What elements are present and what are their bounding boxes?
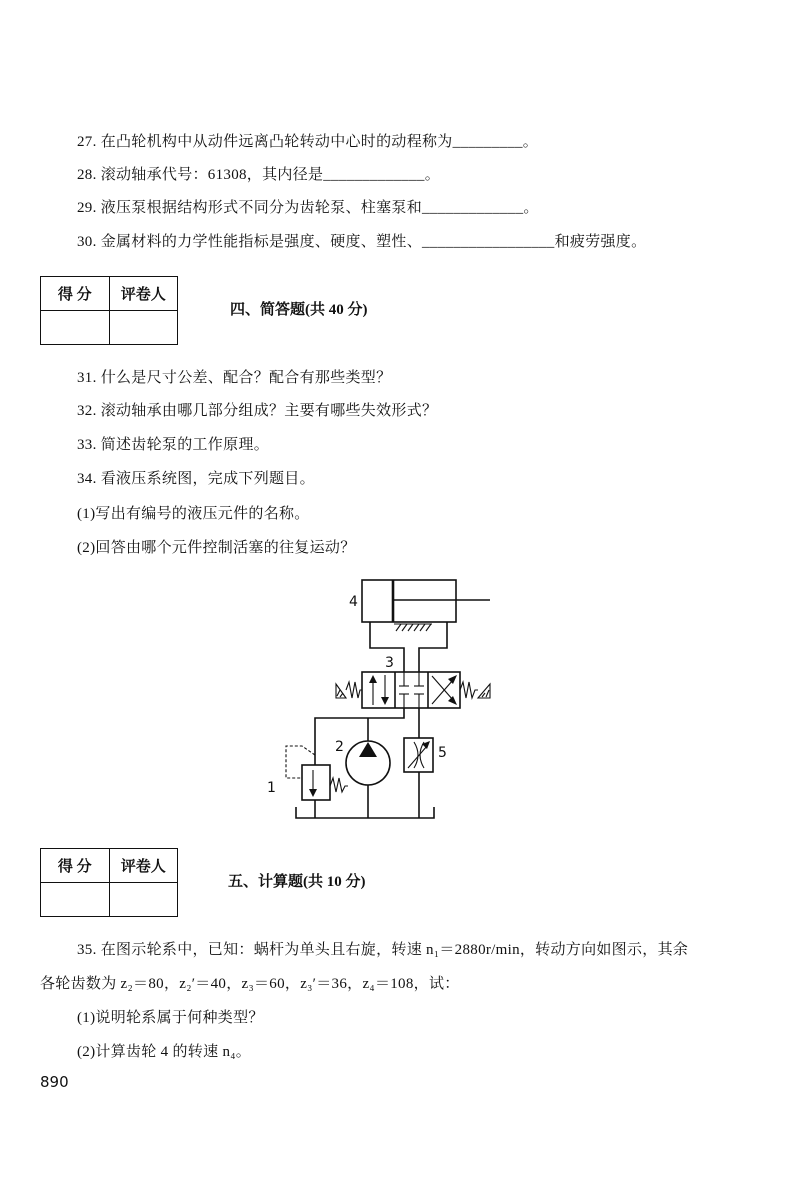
section-5-title: 五、计算题(共 10 分) [228,874,366,890]
score-box-section-5 [40,848,178,917]
question-33: 33. 简述齿轮泵的工作原理。 [77,437,270,453]
score-label: 得 分 [41,849,110,883]
question-28: 28. 滚动轴承代号：61308，其内径是_____________。 [77,167,441,183]
score-cell [41,311,110,345]
grader-label: 评卷人 [109,277,178,311]
relief-spring [330,778,348,792]
valve-blocked-ports [399,672,424,708]
grader-cell [109,883,178,917]
score-cell [41,883,110,917]
throttle-valve [404,738,433,772]
valve-parallel-arrows [369,675,389,705]
pump-triangle-icon [359,742,377,757]
valve-spring-right [460,682,490,698]
label-relief-valve: 1 [267,780,276,796]
question-29: 29. 液压泵根据结构形式不同分为齿轮泵、柱塞泵和_____________。 [77,200,539,216]
question-35-part-2: (2)计算齿轮 4 的转速 n₄。 [77,1044,252,1060]
valve-crossed-arrows [432,675,457,705]
grader-cell [109,311,178,345]
line-cylinder-b-port [419,622,447,672]
throttle-arrow-icon [422,741,430,749]
question-35-continued: 各轮齿数为 z₂＝80，z₂′＝40，z₃＝60，z₃′＝36，z₄＝108，试： [40,976,460,992]
label-throttle-valve: 5 [438,745,447,761]
question-32: 32. 滚动轴承由哪几部分组成？主要有哪些失效形式？ [77,403,438,419]
hydraulic-cylinder [362,580,490,631]
label-directional-valve: 3 [385,655,394,671]
score-box-section-4 [40,276,178,345]
question-34: 34. 看液压系统图，完成下列题目。 [77,471,315,487]
tank-symbol [296,807,434,818]
question-30: 30. 金属材料的力学性能指标是强度、硬度、塑性、_________________和疲劳强度。 [77,234,647,250]
question-31: 31. 什么是尺寸公差、配合？配合有那些类型？ [77,370,392,386]
hydraulic-system-diagram [255,570,500,825]
question-35: 35. 在图示轮系中，已知：蜗杆为单头且右旋，转速 n₁＝2880r/min，转动方向如图示，其余 [77,942,689,958]
question-27: 27. 在凸轮机构中从动件远离凸轮转动中心时的动程称为_________。 [77,134,539,150]
throttle-curve-right [420,742,424,768]
section-4-title: 四、简答题(共 40 分) [230,302,368,318]
question-34-part-1: (1)写出有编号的液压元件的名称。 [77,506,310,522]
label-pump: 2 [335,739,344,755]
hydraulic-pump [346,741,390,785]
throttle-curve-left [414,742,418,768]
cylinder-mount-hatch [394,624,432,631]
relief-valve-body [302,765,330,800]
valve-spring-left [336,682,362,698]
label-cylinder: 4 [349,594,358,610]
question-34-part-2: (2)回答由哪个元件控制活塞的往复运动？ [77,540,356,556]
score-label: 得 分 [41,277,110,311]
valve-body [362,672,460,708]
cylinder-body [362,580,456,622]
relief-pilot-line [286,746,315,778]
grader-label: 评卷人 [109,849,178,883]
directional-valve [336,672,490,708]
page-number: 890 [40,1073,69,1091]
question-35-part-1: (1)说明轮系属于何种类型？ [77,1010,264,1026]
relief-arrow-icon [309,789,317,797]
